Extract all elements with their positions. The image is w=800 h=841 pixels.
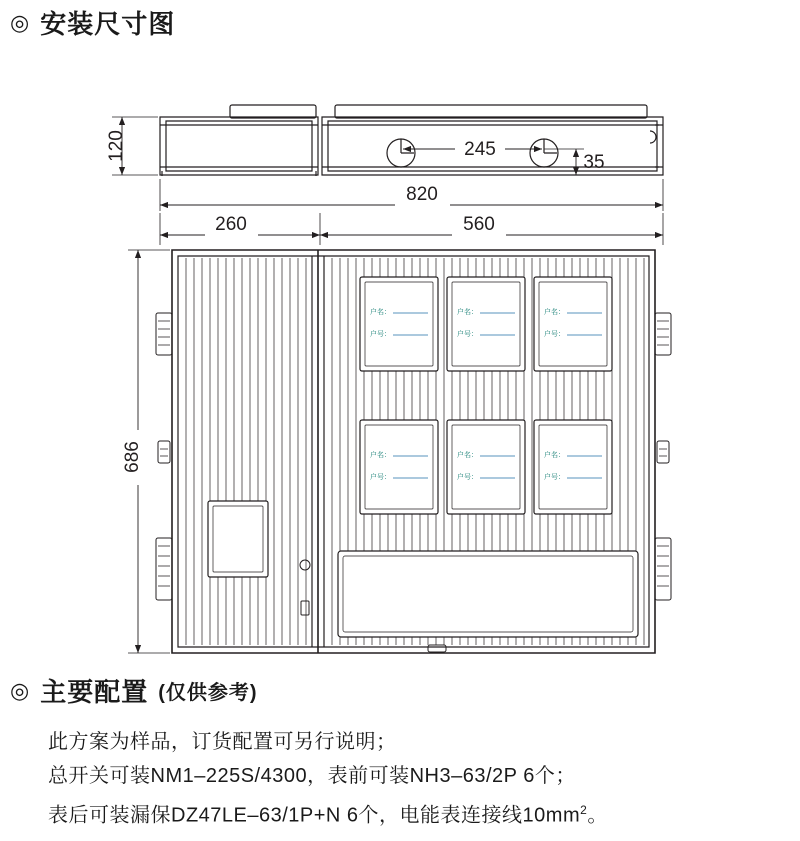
meter-name-label: 户名： <box>457 452 478 459</box>
installation-drawing <box>0 45 800 665</box>
spec-line-3-tail: 。 <box>587 804 608 827</box>
right-hinges <box>655 313 671 600</box>
bullet-icon: ◎ <box>10 677 31 703</box>
config-subtitle: (仅供参考) <box>158 682 258 704</box>
meter-name-label: 户名： <box>370 452 391 459</box>
spec-superscript: 2 <box>580 803 588 817</box>
config-title: 主要配置 <box>40 677 149 707</box>
meter-name-label: 户名： <box>544 452 565 459</box>
meter-number-label: 户号： <box>370 331 391 338</box>
meter-name-label: 户名： <box>457 309 478 316</box>
meter-number-label: 户号： <box>544 474 565 481</box>
meter-name-label: 户名： <box>370 309 391 316</box>
spec-line-2: 总开关可装NM1–225S/4300，表前可装NH3–63/2P 6个； <box>48 765 576 787</box>
meter-windows <box>360 277 612 514</box>
dim-text-260: 260 <box>215 214 247 235</box>
meter-5 <box>447 420 525 514</box>
dim-text-820: 820 <box>406 184 438 205</box>
config-spec-list <box>48 725 793 833</box>
spec-line-3 <box>48 793 793 833</box>
installation-section-heading <box>10 4 175 41</box>
dim-text-686: 686 <box>122 441 143 473</box>
meter-6 <box>534 420 612 514</box>
meter-number-label: 户号： <box>370 474 391 481</box>
config-section-heading <box>10 672 258 709</box>
dim-text-120: 120 <box>106 130 127 162</box>
installation-title: 安装尺寸图 <box>40 9 176 39</box>
dimension-drawing-svg <box>0 45 800 665</box>
dim-text-245: 245 <box>464 139 496 160</box>
meter-4 <box>360 420 438 514</box>
meter-3 <box>534 277 612 371</box>
meter-number-label: 户号： <box>544 331 565 338</box>
dim-text-560: 560 <box>463 214 495 235</box>
meter-name-label: 户名： <box>544 309 565 316</box>
spec-line-1: 此方案为样品，订货配置可另行说明； <box>48 731 397 753</box>
spec-line-3-text: 表后可装漏保DZ47LE–63/1P+N 6个，电能表连接线10mm <box>48 804 581 827</box>
meter-2 <box>447 277 525 371</box>
dim-text-35: 35 <box>583 152 605 173</box>
left-door-ribs <box>186 258 306 645</box>
meter-number-label: 户号： <box>457 474 478 481</box>
bullet-icon: ◎ <box>10 9 31 35</box>
meter-number-label: 户号： <box>457 331 478 338</box>
meter-1 <box>360 277 438 371</box>
left-hinges <box>156 313 172 600</box>
